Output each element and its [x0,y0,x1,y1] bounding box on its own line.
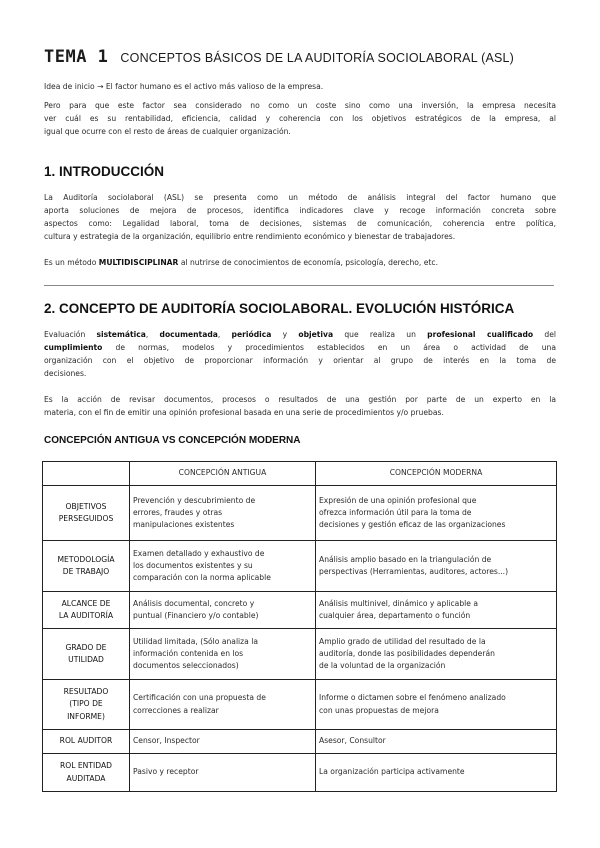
cell-moderna: La organización participa activamente [316,754,557,792]
table-row [43,629,557,680]
column-header-blank [43,462,130,486]
section-heading-concepto: 2. CONCEPTO DE AUDITORÍA SOCIOLABORAL. EVOLUCIÓN HISTÓRICA [44,301,515,316]
cell-antigua: Utilidad limitada, (Sólo analiza la información contenida en los documentos seleccionados) [130,629,316,680]
column-header-moderna: CONCEPCIÓN MODERNA [316,462,557,486]
table-row [43,486,557,541]
cell-moderna: Expresión de una opinión profesional que ofrezca información útil para la toma de decisiones y gestión eficaz de las organizaciones [316,486,557,541]
cell-moderna: Asesor, Consultor [316,730,557,754]
table-row [43,754,557,792]
cell-antigua: Examen detallado y exhaustivo de los documentos existentes y su comparación con la norma aplicable [130,541,316,592]
cell-moderna: Análisis amplio basado en la triangulación de perspectivas (Herramientas, auditores, actores...) [316,541,557,592]
row-label-alcance: ALCANCE DE LA AUDITORÍA [43,592,130,629]
tema-label: TEMA 1 [44,47,109,67]
cell-moderna: Informe o dictamen sobre el fenómeno analizado con unas propuestas de mejora [316,680,557,730]
comparison-table [42,461,557,792]
comparison-subheading: CONCEPCIÓN ANTIGUA VS CONCEPCIÓN MODERNA [44,435,301,446]
intro-paragraph: Pero para que este factor sea considerado no como un coste sino como una inversión, la empresa necesita ver cuál es su rentabilidad, eficiencia, calidad y coherencia con los objetivos estratégicos de la empresa, al igual que ocurre con el resto de áreas de cualquier organización. [44,101,556,137]
row-label-resultado: RESULTADO (TIPO DE INFORME) [43,680,130,730]
intro-idea: Idea de inicio → El factor humano es el activo más valioso de la empresa. [44,82,324,91]
cell-antigua: Análisis documental, concreto y puntual (Financiero y/o contable) [130,592,316,629]
section1-paragraph: La Auditoría sociolaboral (ASL) se presenta como un método de análisis integral del factor humano que aporta soluciones de mejora de procesos, identifica indicadores clave y recoge información concreta sobre aspectos como: Legalidad laboral, toma de decisiones, sistemas de comunicación, coherencia entre política, cultura y estrategia de la organización, equilibrio entre rendimiento económico y bienestar de trabajadores. [44,193,556,242]
row-label-rol-auditor: ROL AUDITOR [43,730,130,754]
section-heading-introduccion: 1. INTRODUCCIÓN [44,164,165,179]
cell-moderna: Análisis multinivel, dinámico y aplicable a cualquier área, departamento o función [316,592,557,629]
revision-paragraph: Es la acción de revisar documentos, procesos o resultados de una gestión por parte de un experto en la materia, con el fin de emitir una opinión profesional basada en una serie de procedimientos y/o pruebas. [44,395,556,418]
row-label-objetivos: OBJETIVOS PERSEGUIDOS [43,486,130,541]
cell-antigua: Censor, Inspector [130,730,316,754]
row-label-metodologia: METODOLOGÍA DE TRABAJO [43,541,130,592]
cell-moderna: Amplio grado de utilidad del resultado de la auditoría, donde las posibilidades dependerán de la voluntad de la organización [316,629,557,680]
table-row [43,592,557,629]
document-header [44,47,514,67]
row-label-utilidad: GRADO DE UTILIDAD [43,629,130,680]
table-row [43,541,557,592]
cell-antigua: Certificación con una propuesta de correcciones a realizar [130,680,316,730]
multidisciplinar-paragraph: Es un método MULTIDISCIPLINAR al nutrirse de conocimientos de economía, psicología, derecho, etc. [44,258,438,267]
cell-antigua: Pasivo y receptor [130,754,316,792]
section-divider [44,285,554,286]
column-header-antigua: CONCEPCIÓN ANTIGUA [130,462,316,486]
table-header-row [43,462,557,486]
row-label-rol-entidad: ROL ENTIDAD AUDITADA [43,754,130,792]
table-row [43,730,557,754]
table-row [43,680,557,730]
page-title: CONCEPTOS BÁSICOS DE LA AUDITORÍA SOCIOLABORAL (ASL) [120,51,515,65]
cell-antigua: Prevención y descubrimiento de errores, fraudes y otras manipulaciones existentes [130,486,316,541]
definition-paragraph: Evaluación sistemática, documentada, periódica y objetiva que realiza un profesional cualificado del cumplimiento de normas, modelos y procedimientos establecidos en un área o actividad de una organización con el objetivo de proporcionar información y orientar al grupo de interés en la toma de decisiones. [44,330,556,379]
